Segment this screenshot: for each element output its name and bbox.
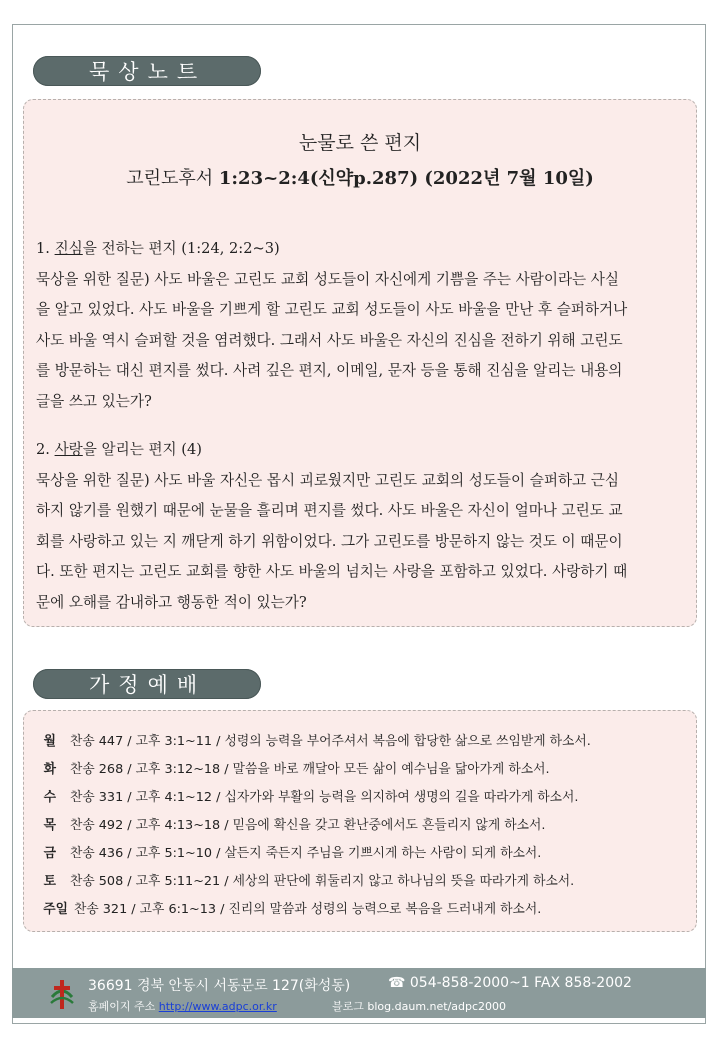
worship-row (24, 809, 696, 837)
section-line: 을 알고 있었다. 사도 바울을 기쁘게 할 고린도 교회 성도들이 사도 바울을 만난 후 슬퍼하거나 (36, 301, 628, 318)
section-line: 다. 또한 편지는 고린도 교회를 향한 사도 바울의 넘치는 사랑을 포함하고 있었다. 사랑하기 때 (36, 563, 628, 580)
worship-row (24, 837, 696, 865)
worship-box (23, 710, 697, 932)
section-line: 를 방문하는 대신 편지를 썼다. 사려 깊은 편지, 이메일, 문자 등을 통해 진심을 알리는 내용의 (36, 362, 623, 379)
worship-day: 토 (43, 873, 56, 889)
subtitle-rest: (신약p.287) (2022년 7월 10일) (309, 168, 594, 189)
section-line: 하지 않기를 원했기 때문에 눈물을 흘리며 편지를 썼다. 사도 바울은 자신이 얼마나 고린도 교 (36, 502, 623, 519)
worship-text: 찬송 492 / 고후 4:13~18 / 믿음에 확신을 갖고 환난중에서도 흔들리지 않게 하소서. (70, 817, 546, 833)
section-heading: 1. 진심을 전하는 편지 (1:24, 2:2~3) (36, 240, 280, 257)
worship-day: 금 (43, 845, 56, 861)
worship-day: 수 (43, 789, 56, 805)
worship-text: 찬송 436 / 고후 5:1~10 / 살든지 죽든지 주님을 기쁘시게 하는 사람이 되게 하소서. (70, 845, 542, 861)
section-line: 문에 오해를 감내하고 행동한 적이 있는가? (36, 593, 307, 611)
worship-row (24, 893, 696, 921)
worship-row (24, 753, 696, 781)
worship-day: 월 (43, 733, 56, 749)
section-keyword: 진심 (54, 240, 83, 257)
footer-blog: 블로그 blog.daum.net/adpc2000 (332, 1000, 507, 1013)
section-line: 묵상을 위한 질문) 사도 바울은 고린도 교회 성도들이 자신에게 기쁨을 주는 사람이라는 사실 (36, 270, 619, 288)
section-line: 묵상을 위한 질문) 사도 바울 자신은 몹시 괴로웠지만 고린도 교회의 성도들이 슬퍼하고 근심 (36, 471, 619, 489)
worship-text: 찬송 268 / 고후 3:12~18 / 말씀을 바로 깨달아 모든 삶이 예수님을 닮아가게 하소서. (70, 761, 550, 777)
church-cross-icon (48, 977, 76, 1011)
worship-text: 찬송 321 / 고후 6:1~13 / 진리의 말씀과 성령의 능력으로 복음을 드러내게 하소서. (74, 901, 542, 917)
meditation-box (23, 99, 697, 627)
section-line: 사도 바울 역시 슬퍼할 것을 염려했다. 그래서 사도 바울은 자신의 진심을 전하기 위해 고린도 (36, 331, 623, 349)
worship-row (24, 865, 696, 893)
meditation-section-2 (36, 435, 686, 618)
worship-text: 찬송 331 / 고후 4:1~12 / 십자가와 부활의 능력을 의지하여 생명의 길을 따라가게 하소서. (70, 789, 579, 805)
meditation-header (33, 56, 261, 86)
section-heading: 2. 사랑을 알리는 편지 (4) (36, 441, 202, 458)
meditation-section-1 (36, 234, 686, 417)
worship-header (33, 669, 261, 699)
sermon-subtitle (24, 164, 696, 190)
footer-address: 36691 경북 안동시 서동문로 127(화성동) (88, 978, 351, 994)
sermon-title: 눈물로 쓴 편지 (298, 132, 422, 154)
subtitle-book: 고린도후서 (126, 168, 214, 189)
footer-phone: ☎ 054-858-2000~1 FAX 858-2002 (388, 975, 632, 991)
footer-homepage: 홈페이지 주소 http://www.adpc.or.kr (88, 1000, 277, 1013)
worship-day: 주일 (43, 901, 68, 917)
footer-bar (12, 968, 706, 1018)
homepage-link[interactable]: http://www.adpc.or.kr (158, 1000, 277, 1013)
worship-text: 찬송 508 / 고후 5:11~21 / 세상의 판단에 휘둘리지 않고 하나님의 뜻을 따라가게 하소서. (70, 873, 575, 889)
worship-day: 화 (43, 761, 56, 777)
worship-row (24, 781, 696, 809)
worship-header-label: 가정예배 (89, 673, 207, 697)
subtitle-ref: 1:23~2:4 (218, 168, 310, 189)
section-keyword: 사랑 (54, 441, 83, 458)
worship-day: 목 (43, 817, 56, 833)
meditation-header-label: 묵상노트 (89, 60, 207, 84)
section-line: 회를 사랑하고 있는 지 깨닫게 하기 위함이었다. 그가 고린도를 방문하지 않는 것도 이 때문이 (36, 532, 623, 550)
section-line: 글을 쓰고 있는가? (36, 392, 152, 410)
worship-text: 찬송 447 / 고후 3:1~11 / 성령의 능력을 부어주셔서 복음에 합당한 삶으로 쓰임받게 하소서. (70, 733, 591, 749)
worship-row (24, 725, 696, 753)
